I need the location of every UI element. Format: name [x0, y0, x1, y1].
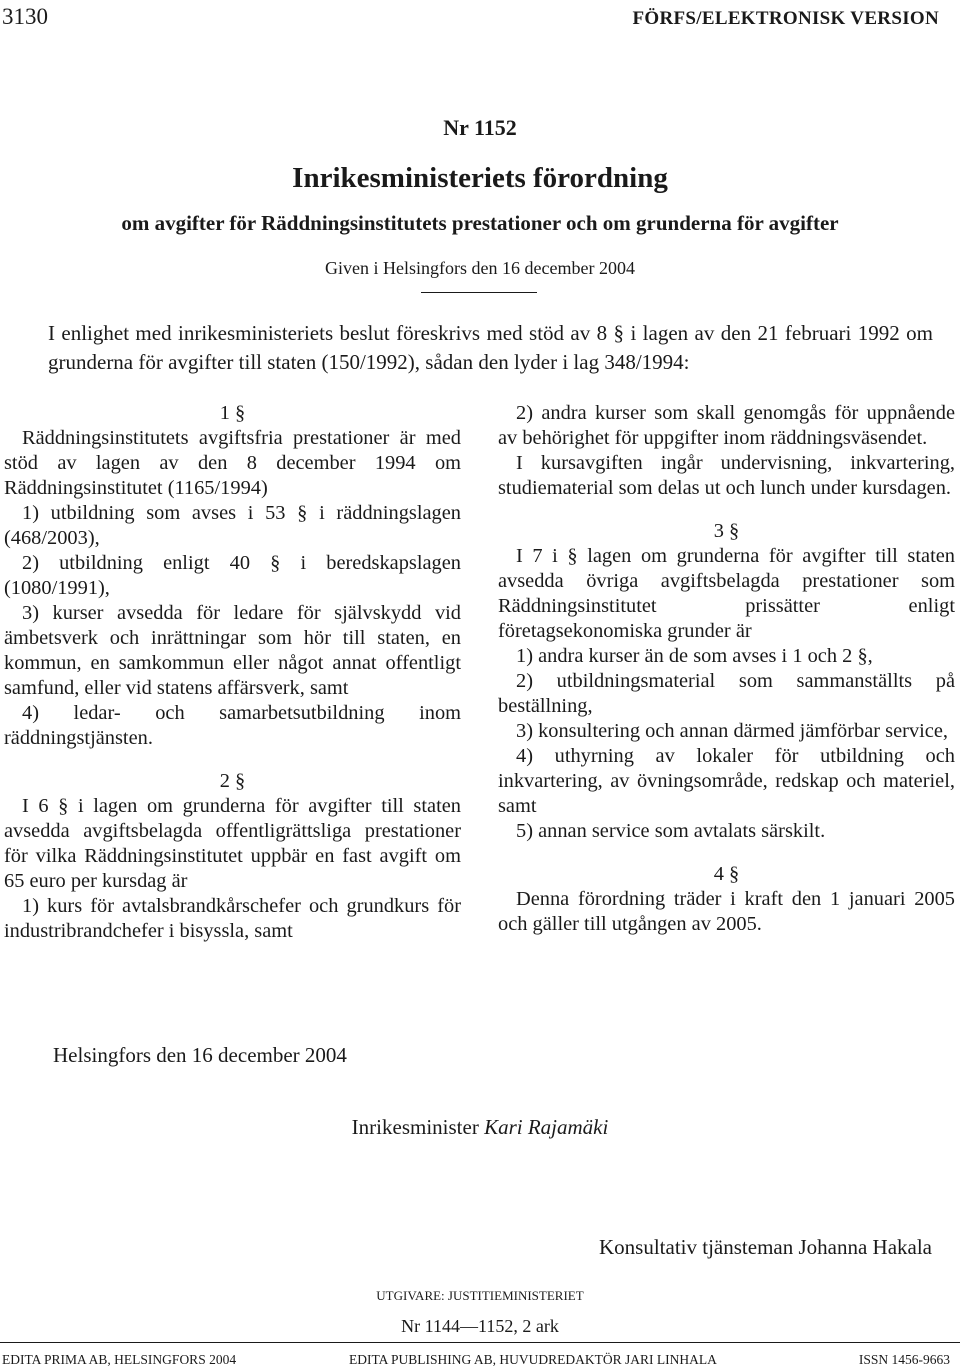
section-4-paragraph: Denna förordning träder i kraft den 1 januari 2005 och gäller till utgången av 2005.: [498, 888, 955, 935]
section-2-item-2: 2) andra kurser som skall genomgås för uppnående av behörighet för uppgifter inom räddningsväsendet.: [498, 402, 955, 449]
section-2-paragraph-2: I kursavgiften ingår undervisning, inkvartering, studiematerial som delas ut och lunch under kursdagen.: [498, 452, 955, 499]
minister-title: Inrikesminister: [351, 1115, 479, 1139]
footer-divider: [0, 1342, 960, 1343]
document-subtitle: om avgifter för Räddningsinstitutets prestationer och om grunderna för avgifter: [121, 211, 839, 235]
preamble: I enlighet med inrikesministeriets beslut föreskrivs med stöd av 8 § i lagen av den 21 februari 1992 om grunderna för avgifter till staten (150/1992), sådan den lyder i lag 348/1994:: [48, 321, 933, 374]
official-signature: Konsultativ tjänsteman Johanna Hakala: [599, 1235, 932, 1259]
section-3-heading: 3 §: [713, 520, 740, 542]
page-number: 3130: [2, 4, 48, 29]
minister-name: Kari Rajamäki: [484, 1115, 609, 1139]
section-4-heading: 4 §: [713, 863, 740, 885]
publisher: UTGIVARE: JUSTITIEMINISTERIET: [376, 1288, 584, 1303]
minister-signature: [0, 1115, 960, 1140]
section-3-item-1: 1) andra kurser än de som avses i 1 och 2 §,: [516, 645, 873, 667]
section-1-item-3: 3) kurser avsedda för ledare för självskydd vid ämbetsverk och inrättningar som hör till staten, en kommun, en samkommun eller något annat offentligt samfund, eller vid statens affärsverk, samt: [4, 602, 461, 699]
footer-issn: ISSN 1456-9663: [858, 1352, 950, 1367]
section-3-item-2: 2) utbildningsmaterial som sammanställts på beställning,: [498, 670, 955, 717]
signing-place-date: Helsingfors den 16 december 2004: [53, 1043, 347, 1067]
section-2-paragraph: I 6 § i lagen om grunderna för avgifter till staten avsedda avgiftsbelagda offentligrättsliga prestationer för vilka Räddningsinstitutet uppbär en fast avgift om 65 euro per kursdag är: [4, 795, 461, 892]
statute-number: Nr 1152: [443, 115, 517, 140]
issue-info: Nr 1144—1152, 2 ark: [401, 1316, 559, 1336]
right-column: [498, 401, 955, 937]
running-head: FÖRFS/ELEKTRONISK VERSION: [632, 8, 939, 29]
document-title: Inrikesministeriets förordning: [292, 162, 668, 194]
section-1-paragraph: Räddningsinstitutets avgiftsfria prestationer är med stöd av lagen av den 8 december 1994 om Räddningsinstitutet (1165/1994): [4, 427, 461, 499]
section-3-item-5: 5) annan service som avtalats särskilt.: [516, 820, 826, 842]
section-1-item-2: 2) utbildning enligt 40 § i beredskapslagen (1080/1991),: [4, 552, 461, 599]
title-divider: [421, 292, 537, 293]
given-date: Given i Helsingfors den 16 december 2004: [325, 258, 635, 278]
section-2-item-1: 1) kurs för avtalsbrandkårschefer och grundkurs för industribrandchefer i bisyssla, samt: [4, 895, 461, 942]
section-1-item-4: 4) ledar- och samarbetsutbildning inom räddningstjänsten.: [4, 702, 461, 749]
section-1-heading: 1 §: [219, 402, 246, 424]
section-1-item-1: 1) utbildning som avses i 53 § i räddningslagen (468/2003),: [4, 502, 461, 549]
footer-editor: EDITA PUBLISHING AB, HUVUDREDAKTÖR JARI LINHALA: [349, 1352, 717, 1367]
section-2-heading: 2 §: [219, 770, 246, 792]
section-3-paragraph: I 7 i § lagen om grunderna för avgifter till staten avsedda övriga avgiftsbelagda prestationer som Räddningsinstitutet prissätter enligt företagsekonomiska grunder är: [498, 545, 955, 642]
footer-printer: EDITA PRIMA AB, HELSINGFORS 2004: [2, 1352, 237, 1367]
section-3-item-4: 4) uthyrning av lokaler för utbildning och inkvartering, av övningsområde, redskap och materiel, samt: [498, 745, 955, 817]
left-column: [4, 401, 461, 944]
section-3-item-3: 3) konsultering och annan därmed jämförbar service,: [516, 720, 949, 742]
